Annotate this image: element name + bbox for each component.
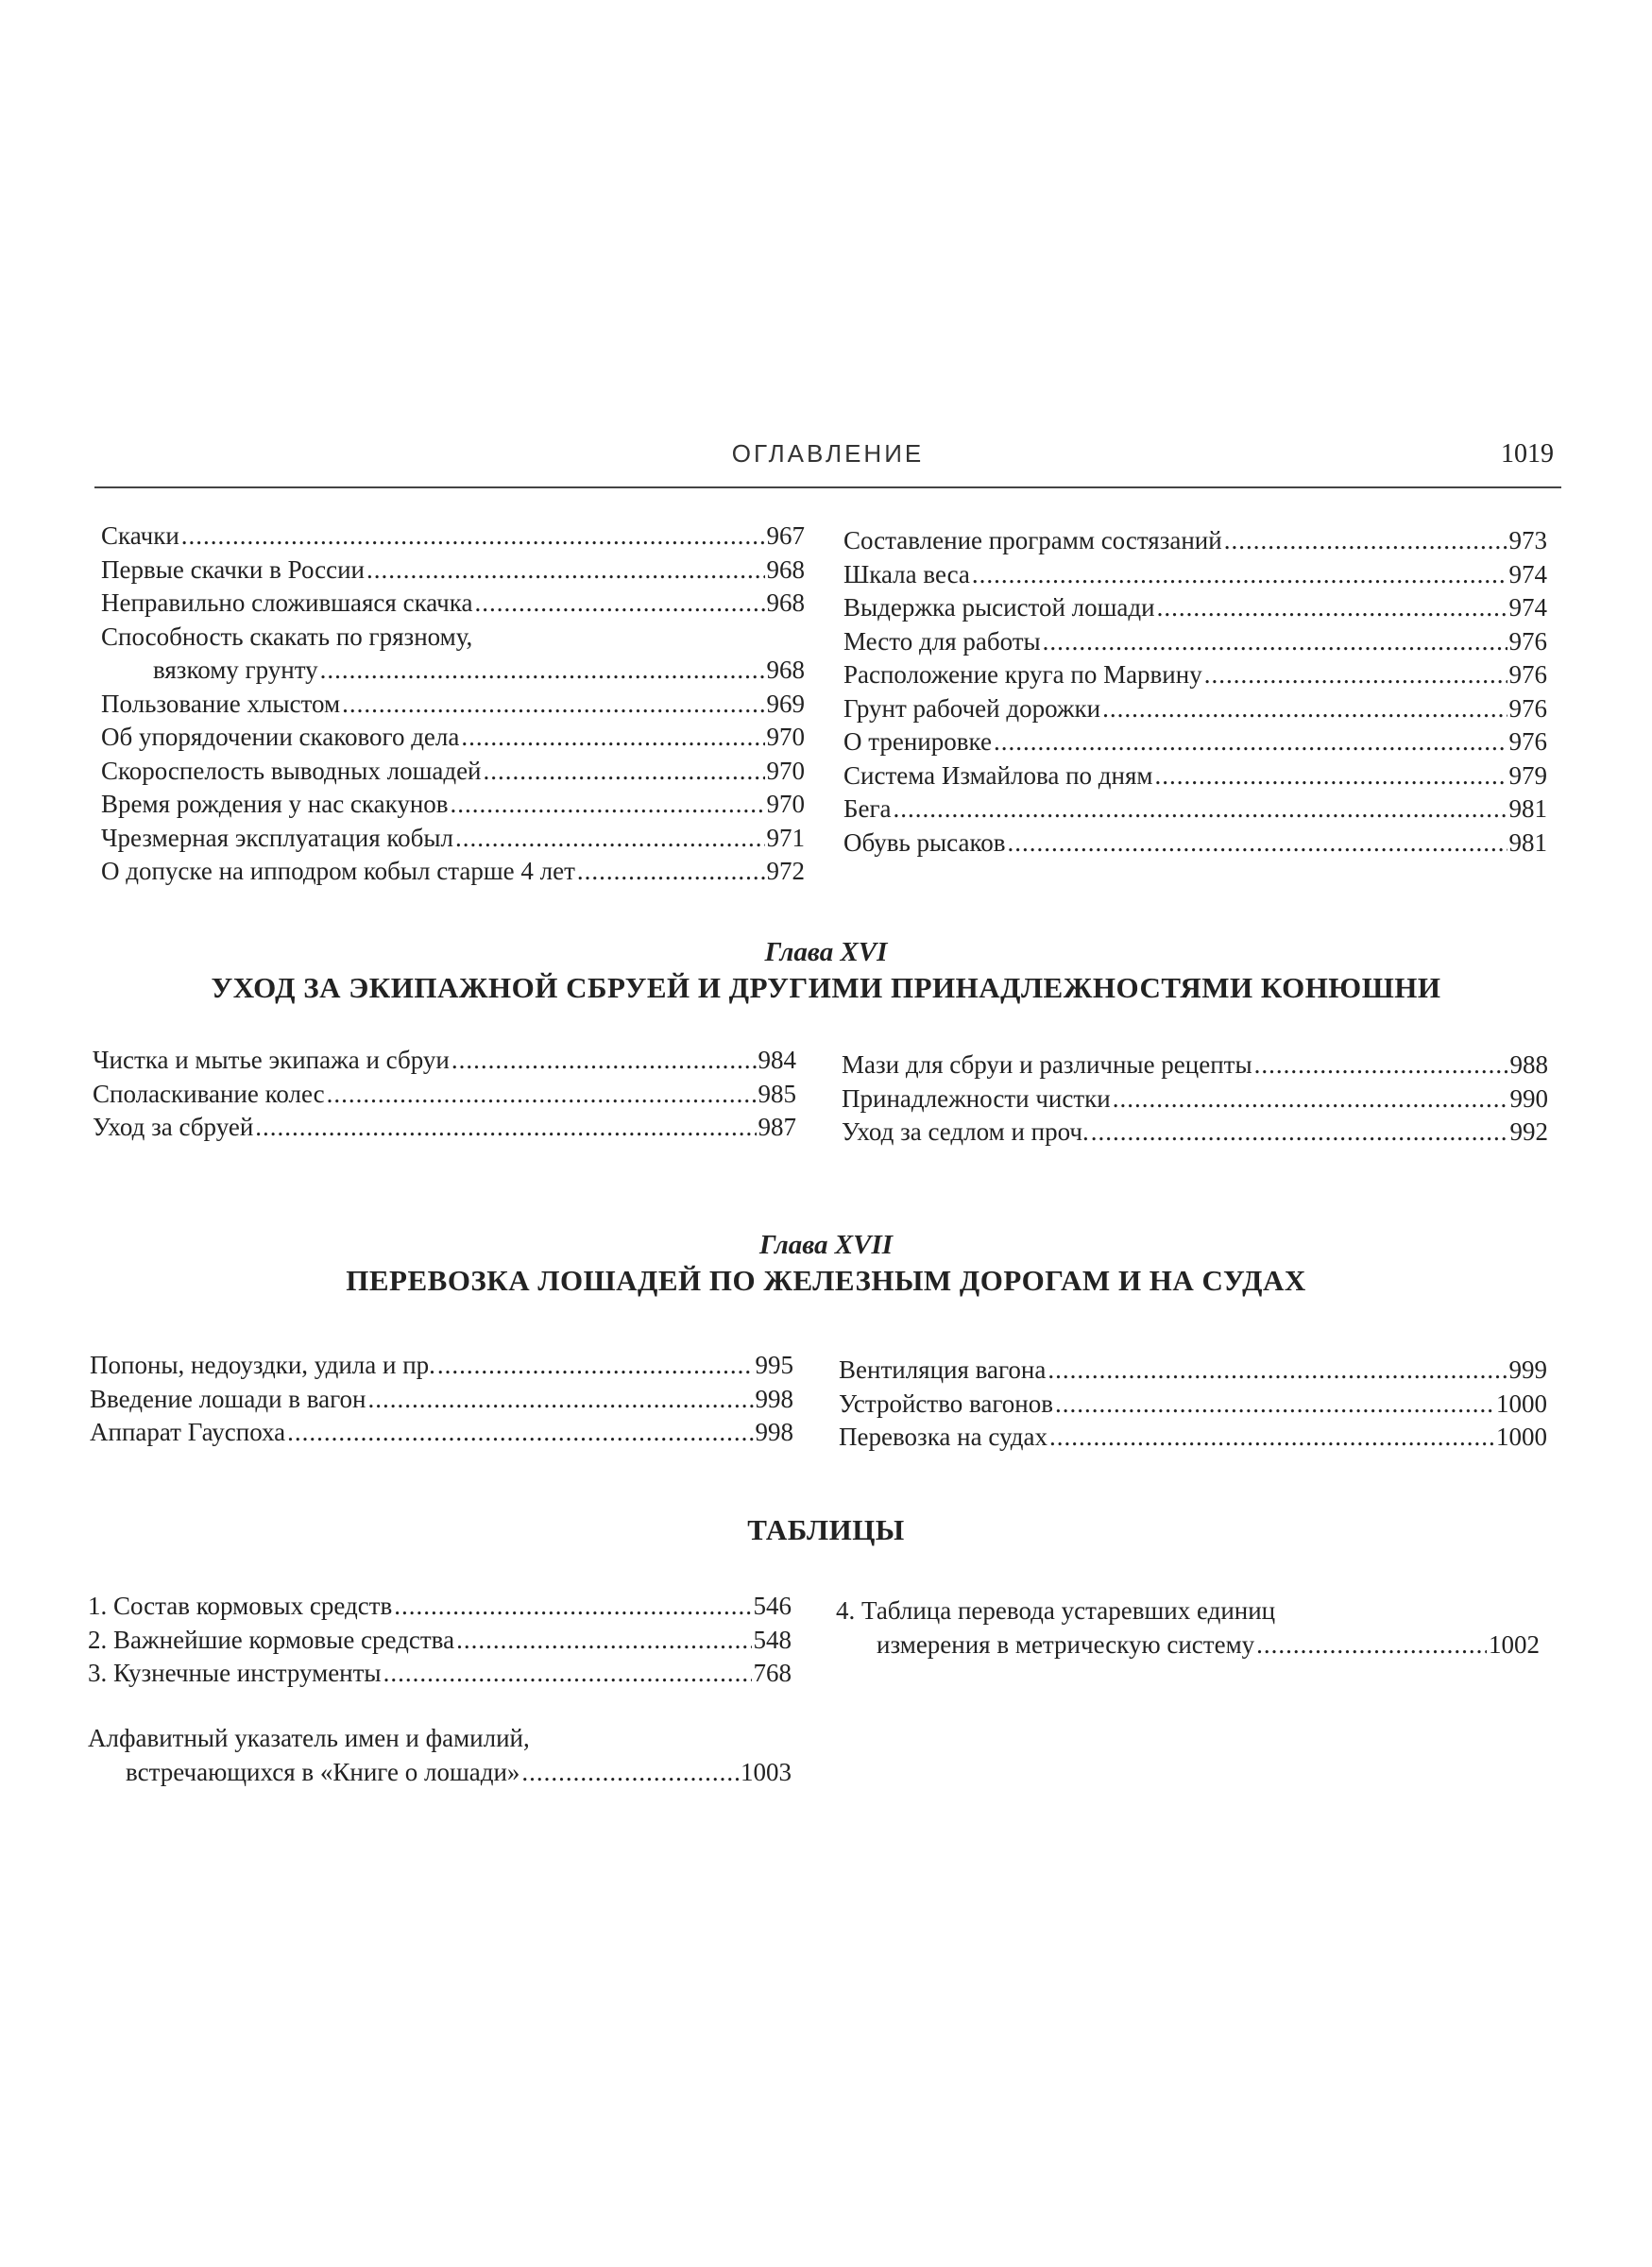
entry-title: Пользование хлыстом bbox=[101, 689, 341, 718]
entry-page: 999 bbox=[1508, 1355, 1547, 1384]
entry-title: Составление программ состязаний bbox=[843, 526, 1222, 554]
toc-entry bbox=[101, 855, 805, 889]
entry-page: 973 bbox=[1508, 526, 1547, 554]
entry-title: встречающихся в «Книге о лошади» bbox=[126, 1757, 520, 1786]
entry-page: 974 bbox=[1508, 559, 1547, 588]
chapter-label: Глава XVII bbox=[758, 1230, 894, 1260]
entry-title: О допуске на ипподром кобыл старше 4 лет bbox=[101, 857, 575, 885]
chapter-17-heading bbox=[0, 1228, 1652, 1300]
tables-heading bbox=[0, 1511, 1652, 1549]
toc-entry bbox=[90, 1416, 793, 1450]
entry-page: 976 bbox=[1508, 693, 1547, 723]
entry-page: 970 bbox=[766, 756, 805, 785]
entry-title: Первые скачки в России bbox=[101, 554, 365, 584]
entry-page: 968 bbox=[766, 554, 805, 584]
tables-title: ТАБЛИЦЫ bbox=[747, 1513, 905, 1546]
entry-title: Введение лошади в вагон bbox=[90, 1384, 366, 1413]
entry-title: вязкому грунту bbox=[153, 656, 318, 684]
toc-entry bbox=[93, 1111, 796, 1145]
entry-title: Бега bbox=[843, 794, 892, 823]
entry-title: Попоны, недоуздки, удила и пр. bbox=[90, 1351, 435, 1379]
entry-title: Время рождения у нас скакунов bbox=[101, 790, 449, 818]
entry-title: Перевозка на судах bbox=[839, 1423, 1047, 1451]
entry-page: 1000 bbox=[1496, 1389, 1547, 1418]
page-number: 1019 bbox=[1501, 439, 1554, 469]
chapter-label: Глава XVI bbox=[764, 937, 888, 967]
toc-entry bbox=[101, 822, 805, 856]
entry-page: 976 bbox=[1508, 727, 1547, 756]
toc-entry bbox=[90, 1383, 793, 1417]
toc-entry bbox=[843, 658, 1547, 692]
chapter-16-right-column bbox=[842, 1048, 1548, 1150]
entry-title: Чрезмерная эксплуатация кобыл bbox=[101, 823, 453, 852]
chapter-16-heading bbox=[0, 935, 1652, 1007]
entry-title: Выдержка рысистой лошади bbox=[843, 593, 1155, 622]
entry-title: Скороспелость выводных лошадей bbox=[101, 756, 482, 785]
entry-title: Аппарат Гауспоха bbox=[90, 1418, 286, 1446]
toc-top-right-column bbox=[843, 524, 1547, 860]
entry-page: 968 bbox=[766, 656, 805, 684]
index-entry-block bbox=[88, 1722, 792, 1789]
toc-entry bbox=[842, 1116, 1548, 1150]
entry-page: 1002 bbox=[1489, 1629, 1540, 1659]
entry-title: Чистка и мытье экипажа и сбруи bbox=[93, 1046, 450, 1074]
entry-page: 548 bbox=[753, 1625, 792, 1654]
entry-page: 546 bbox=[753, 1592, 792, 1620]
entry-page: 988 bbox=[1509, 1050, 1548, 1079]
toc-entry bbox=[101, 755, 805, 789]
chapter-17-left-column bbox=[90, 1349, 793, 1450]
toc-entry-line: Алфавитный указатель имен и фамилий, bbox=[88, 1724, 530, 1752]
entry-page: 998 bbox=[755, 1418, 793, 1446]
entry-title: 3. Кузнечные инструменты bbox=[88, 1659, 382, 1687]
toc-entry bbox=[93, 1078, 796, 1112]
entry-title: Грунт рабочей дорожки bbox=[843, 693, 1101, 723]
toc-entry bbox=[843, 692, 1547, 726]
chapter-title: УХОД ЗА ЭКИПАЖНОЙ СБРУЕЙ И ДРУГИМИ ПРИНАДЛЕЖНОСТЯМИ КОНЮШНИ bbox=[211, 971, 1441, 1004]
toc-entry bbox=[836, 1628, 1540, 1662]
entry-page: 995 bbox=[755, 1351, 793, 1379]
chapter-17-right-column bbox=[839, 1354, 1547, 1455]
toc-entry bbox=[101, 688, 805, 722]
toc-entry bbox=[839, 1421, 1547, 1455]
toc-entry bbox=[88, 1624, 792, 1658]
tables-left-column bbox=[88, 1590, 792, 1691]
toc-entry-line: Способность скакать по грязному, bbox=[101, 622, 473, 651]
entry-page: 976 bbox=[1508, 660, 1547, 689]
toc-entry bbox=[843, 524, 1547, 558]
entry-title: Система Измайлова по дням bbox=[843, 760, 1153, 790]
entry-page: 1000 bbox=[1496, 1423, 1547, 1451]
entry-page: 1003 bbox=[741, 1757, 792, 1786]
entry-title: Мази для сбруи и различные рецепты bbox=[842, 1050, 1252, 1079]
toc-top-left-column bbox=[101, 520, 805, 889]
entry-title: 2. Важнейшие кормовые средства bbox=[88, 1625, 455, 1654]
entry-page: 992 bbox=[1509, 1117, 1548, 1146]
entry-page: 971 bbox=[766, 823, 805, 852]
entry-page: 976 bbox=[1508, 626, 1547, 656]
entry-title: Место для работы bbox=[843, 626, 1041, 656]
toc-entry bbox=[843, 558, 1547, 592]
toc-entry bbox=[101, 520, 805, 554]
entry-page: 967 bbox=[766, 521, 805, 550]
toc-entry bbox=[101, 721, 805, 755]
toc-entry bbox=[843, 827, 1547, 861]
toc-entry bbox=[101, 554, 805, 588]
entry-title: Расположение круга по Марвину bbox=[843, 660, 1202, 689]
toc-entry bbox=[842, 1082, 1548, 1116]
toc-entry bbox=[88, 1657, 792, 1691]
entry-title: измерения в метрическую систему bbox=[877, 1629, 1255, 1659]
entry-title: 1. Состав кормовых средств bbox=[88, 1592, 393, 1620]
entry-page: 970 bbox=[766, 723, 805, 751]
toc-entry bbox=[101, 788, 805, 822]
entry-page: 981 bbox=[1508, 794, 1547, 823]
entry-page: 985 bbox=[758, 1079, 796, 1108]
entry-title: Принадлежности чистки bbox=[842, 1083, 1111, 1113]
tables-right-column bbox=[836, 1594, 1540, 1662]
chapter-16-left-column bbox=[93, 1044, 796, 1145]
entry-title: Скачки bbox=[101, 521, 179, 550]
entry-title: О тренировке bbox=[843, 727, 992, 756]
entry-page: 984 bbox=[758, 1046, 796, 1074]
entry-page: 972 bbox=[766, 857, 805, 885]
toc-entry bbox=[101, 587, 805, 621]
entry-page: 768 bbox=[753, 1659, 792, 1687]
entry-page: 981 bbox=[1508, 827, 1547, 857]
entry-title: Неправильно сложившаяся скачка bbox=[101, 588, 473, 617]
chapter-title: ПЕРЕВОЗКА ЛОШАДЕЙ ПО ЖЕЛЕЗНЫМ ДОРОГАМ И НА СУДАХ bbox=[346, 1264, 1306, 1297]
entry-page: 969 bbox=[766, 689, 805, 718]
entry-page: 968 bbox=[766, 588, 805, 617]
toc-entry bbox=[843, 725, 1547, 759]
entry-page: 987 bbox=[758, 1113, 796, 1141]
entry-page: 979 bbox=[1508, 760, 1547, 790]
toc-entry-line: 4. Таблица перевода устаревших единиц bbox=[836, 1596, 1276, 1625]
toc-entry bbox=[93, 1044, 796, 1078]
entry-title: Споласкивание колес bbox=[93, 1079, 325, 1108]
toc-entry bbox=[843, 625, 1547, 659]
entry-page: 974 bbox=[1508, 593, 1547, 622]
entry-page: 998 bbox=[755, 1384, 793, 1413]
entry-page: 970 bbox=[766, 790, 805, 818]
entry-title: Устройство вагонов bbox=[839, 1389, 1054, 1418]
toc-entry bbox=[839, 1388, 1547, 1422]
toc-entry bbox=[839, 1354, 1547, 1388]
running-header bbox=[94, 439, 1561, 488]
toc-entry bbox=[843, 793, 1547, 827]
entry-page: 990 bbox=[1509, 1083, 1548, 1113]
entry-title: Уход за седлом и проч. bbox=[842, 1117, 1089, 1146]
toc-entry bbox=[90, 1349, 793, 1383]
entry-title: Вентиляция вагона bbox=[839, 1355, 1047, 1384]
toc-entry bbox=[843, 759, 1547, 793]
toc-entry bbox=[88, 1756, 792, 1790]
toc-entry bbox=[843, 591, 1547, 625]
entry-title: Уход за сбруей bbox=[93, 1113, 254, 1141]
entry-title: Обувь рысаков bbox=[843, 827, 1006, 857]
toc-entry bbox=[88, 1590, 792, 1624]
entry-title: Об упорядочении скакового дела bbox=[101, 723, 460, 751]
toc-entry bbox=[101, 654, 805, 688]
toc-entry bbox=[842, 1048, 1548, 1082]
entry-title: Шкала веса bbox=[843, 559, 970, 588]
running-title: ОГЛАВЛЕНИЕ bbox=[731, 439, 925, 468]
